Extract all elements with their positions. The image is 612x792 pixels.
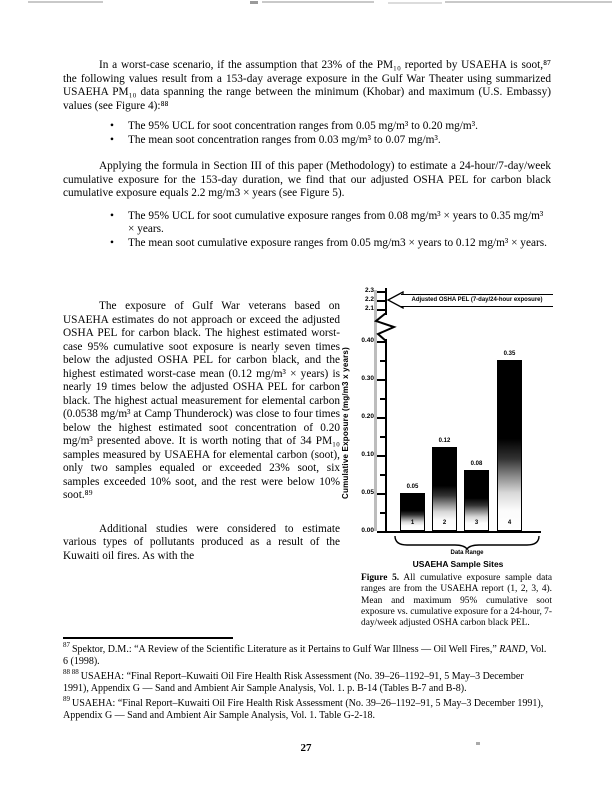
y-axis-tick	[377, 417, 385, 419]
bar-value-label: 0.05	[406, 484, 419, 490]
y-axis-tick-label: 0.00	[361, 527, 374, 534]
footnote-text: USAEHA: “Final Report–Kuwaiti Oil Fire Health Risk Assessment (No. 39–26–1192–91, 5 May–3 December 1991), Appendix G — Sand and Ambient Air Sample Analysis, Vol. 1. Table G-2-18.	[63, 697, 544, 721]
y-axis-tick	[377, 493, 385, 495]
y-axis-tick-label: 2.3	[364, 287, 374, 294]
scan-artifact	[250, 1, 258, 4]
footnote-marker: 87	[63, 641, 70, 650]
y-axis-tick-label: 0.05	[361, 489, 374, 496]
paragraph-worst-case: In a worst-case scenario, if the assumption that 23% of the PM₁₀ reported by USAEHA is soot,⁸⁷ the following values result from a 153-day average exposure in the Gulf War Theater using summarized USAEHA PM₁₀ data spanning the range between the minimum (Khobar) and maximum (U.S. Embassy) values (see Figure 4):⁸⁸	[63, 59, 551, 112]
bullet-item: • The mean soot cumulative exposure ranges from 0.05 mg/m3 × years to 0.12 mg/m³ × years.	[63, 237, 551, 251]
paragraph-additional-studies: Additional studies were considered to estimate various types of pollutants produced as a result of the Kuwaiti oil fires. As with the	[63, 522, 340, 562]
footnote-88	[63, 668, 547, 696]
bar-value-label: 0.35	[503, 351, 516, 357]
y-axis-minor-tick	[380, 474, 385, 476]
y-axis-minor-tick	[380, 436, 385, 438]
y-axis-tick-label: 0.20	[361, 413, 374, 420]
range-bar	[432, 447, 457, 531]
y-axis-tick-label: 0.40	[361, 337, 374, 344]
y-axis-tick	[377, 455, 385, 457]
y-axis-tick-label: 2.1	[364, 305, 374, 312]
y-axis-tick	[377, 341, 385, 343]
axis-break-icon	[372, 313, 400, 341]
figure5	[341, 283, 557, 663]
footnote-marker: 88 88	[63, 668, 79, 677]
bullet-item: • The 95% UCL for soot concentration ranges from 0.05 mg/m³ to 0.20 mg/m³.	[63, 120, 551, 134]
scan-artifact	[28, 1, 103, 3]
y-axis-minor-tick	[380, 360, 385, 362]
bar-category-label: 4	[507, 520, 512, 526]
y-axis-tick	[377, 379, 385, 381]
y-axis-tick-label: 2.2	[364, 296, 374, 303]
footnote-text: Spektor, D.M.: “A Review of the Scientific Literature as it Pertains to Gulf War Illness — Oil Well Fires,”	[72, 643, 500, 655]
x-axis-line	[381, 531, 541, 533]
bar-value-label: 0.08	[470, 461, 483, 468]
footnote-text: USAEHA: “Final Report–Kuwaiti Oil Fire Health Risk Assessment (No. 39–26–1192–91, 5 May–3 December 1991), Appendix G — Sand and Ambient Air Sample Analysis, Vol. 1. p. B-14 (Tables B-7 and B-8).	[63, 670, 524, 694]
footnote-text: Vol. 6 (1998).	[63, 643, 547, 667]
footnotes-block	[63, 637, 547, 725]
y-axis-tick	[377, 531, 385, 533]
footnote-text-italic: RAND,	[499, 643, 528, 655]
y-axis-tick-label: 0.30	[361, 375, 374, 382]
y-axis-minor-tick	[380, 512, 385, 514]
y-axis-title: Cumulative Exposure (mg/m3 x years)	[341, 347, 350, 500]
footnote-separator	[63, 637, 233, 639]
y-axis-minor-tick	[380, 398, 385, 400]
scan-artifact	[445, 1, 612, 3]
scan-artifact	[388, 2, 442, 4]
bullet-item: • The 95% UCL for soot cumulative exposure ranges from 0.08 mg/m³ × years to 0.35 mg/m³ × years.	[63, 210, 551, 237]
footnote-87	[63, 641, 547, 669]
paragraph-applying-formula: Applying the formula in Section III of this paper (Methodology) to estimate a 24-hour/7-day/week cumulative exposure for the 153-day duration, we find that our adjusted OSHA PEL for carbon black cumulative exposure equals 2.2 mg/m3 × years (see Figure 5).	[63, 160, 551, 200]
bar-category-label: 3	[474, 520, 479, 526]
left-column	[63, 300, 340, 563]
y-axis-tick	[377, 300, 385, 302]
bullet-item: • The mean soot concentration ranges from 0.03 mg/m³ to 0.07 mg/m³.	[63, 134, 551, 148]
y-axis-tick-label: 0.10	[361, 451, 374, 458]
x-axis-title: USAEHA Sample Sites	[412, 559, 504, 569]
osha-pel-annotation: Adjusted OSHA PEL (7-day/24-hour exposure)	[401, 294, 553, 307]
footnote-marker: 89	[63, 695, 70, 704]
bullet-list-concentration	[63, 120, 551, 147]
figure-caption	[361, 573, 552, 629]
scan-artifact	[262, 1, 374, 3]
figure-caption-text: All cumulative exposure sample data ranges are from the USAEHA report (1, 2, 3, 4). Mean and maximum 95% cumulative soot exposure vs. cumulative exposure for a 24-hour, 7-day/week adjusted OSHA carbon black PEL.	[361, 573, 552, 629]
main-text-block	[63, 59, 551, 250]
footnote-89	[63, 695, 547, 723]
page-number: 27	[300, 742, 312, 754]
figure5-chart	[341, 283, 557, 556]
bar-category-label: 1	[410, 520, 415, 526]
paragraph-exposure: The exposure of Gulf War veterans based on USAEHA estimates do not approach or exceed the adjusted OSHA PEL for carbon black. The highest estimated worst-case 95% cumulative soot exposure is nearly seven times below the adjusted OSHA PEL for carbon black, and the highest estimated worst-case mean (0.12 mg/m³ × years) is nearly 19 times below the adjusted OSHA PEL for carbon black. The highest actual measurement for elemental carbon (0.0538 mg/m³ at Camp Thunderock) was close to four times below the highest estimated soot concentration of 0.20 mg/m³ presented above. It is worth noting that of 34 PM₁₀ samples measured by USAEHA for elemental carbon (soot), only two samples equaled or exceeded 23% soot, six samples exceeded 10% soot, and the rest were below 10% soot.⁸⁹	[63, 300, 340, 501]
figure-caption-label: Figure 5.	[361, 573, 400, 583]
bar-value-label: 0.12	[438, 438, 451, 445]
bar-category-label: 2	[442, 520, 447, 526]
range-bar	[497, 360, 522, 531]
data-range-brace	[393, 534, 541, 550]
y-axis-tick	[377, 309, 385, 311]
data-range-label: Data Range	[450, 550, 484, 556]
bullet-list-cumulative	[63, 210, 551, 251]
y-axis-tick	[377, 291, 385, 293]
